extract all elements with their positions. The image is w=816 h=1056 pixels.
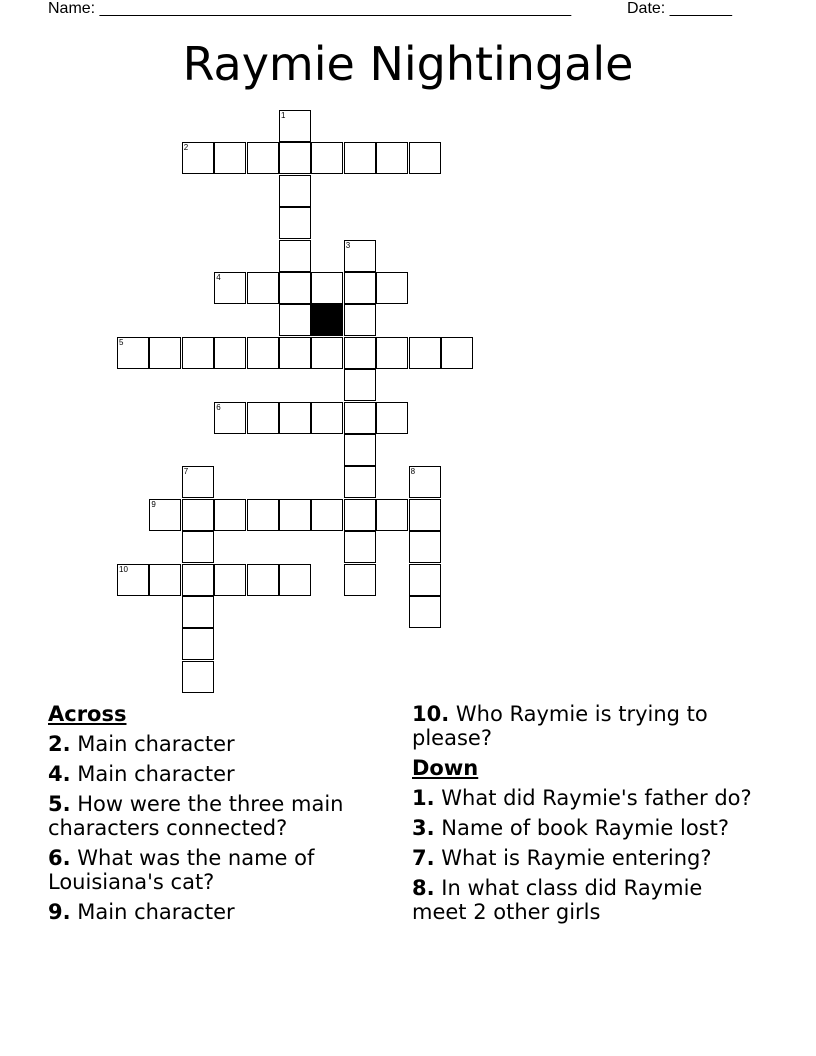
grid-cell[interactable] <box>279 142 311 174</box>
grid-cell[interactable] <box>311 337 343 369</box>
clue-number: 9. <box>48 900 71 924</box>
grid-cell[interactable] <box>376 499 408 531</box>
clue-text: How were the three main characters connected? <box>48 792 344 840</box>
clue-item <box>48 762 393 786</box>
grid-cell[interactable] <box>247 272 279 304</box>
grid-cell[interactable] <box>409 596 441 628</box>
grid-cell[interactable] <box>182 596 214 628</box>
grid-cell[interactable] <box>182 564 214 596</box>
grid-cell[interactable] <box>409 499 441 531</box>
clue-number: 6. <box>48 846 71 870</box>
grid-cell[interactable] <box>279 110 311 142</box>
grid-cell[interactable] <box>279 272 311 304</box>
clue-text: Who Raymie is trying to please? <box>412 702 708 750</box>
across-heading: Across <box>48 702 127 726</box>
clue-number-label: 8 <box>410 467 416 477</box>
clue-text: Main character <box>70 900 235 924</box>
grid-cell[interactable] <box>247 499 279 531</box>
clues-left-column <box>48 702 393 930</box>
clue-text: Main character <box>70 732 235 756</box>
clue-number: 10. <box>412 702 450 726</box>
clue-number-label: 1 <box>281 111 286 120</box>
grid-cell[interactable] <box>214 142 246 174</box>
grid-cell[interactable] <box>182 499 214 531</box>
grid-cell[interactable] <box>409 466 441 498</box>
grid-cell[interactable] <box>279 207 311 239</box>
grid-cell[interactable] <box>279 175 311 207</box>
clue-number-label: 3 <box>345 240 351 250</box>
clue-number-label: 7 <box>183 467 189 477</box>
clue-item <box>412 876 757 924</box>
grid-cell[interactable] <box>409 564 441 596</box>
clue-item <box>48 846 393 894</box>
grid-cell[interactable] <box>214 564 246 596</box>
grid-cell[interactable] <box>344 272 376 304</box>
grid-cell[interactable] <box>344 240 376 272</box>
grid-cell[interactable] <box>214 499 246 531</box>
grid-cell[interactable] <box>149 337 181 369</box>
clues-right-column <box>412 702 757 930</box>
clue-text: In what class did Raymie meet 2 other girls <box>412 876 703 924</box>
grid-cell[interactable] <box>344 531 376 563</box>
grid-cell[interactable] <box>214 337 246 369</box>
grid-cell[interactable] <box>279 337 311 369</box>
date-field: Date: _______ <box>627 0 732 17</box>
grid-cell[interactable] <box>311 499 343 531</box>
grid-cell[interactable] <box>182 628 214 660</box>
clue-number: 3. <box>412 816 435 840</box>
across-clue-list-continued <box>412 702 757 750</box>
clue-item <box>48 792 393 840</box>
clue-item <box>412 702 757 750</box>
clue-number-label: 10 <box>119 564 128 574</box>
grid-cell[interactable] <box>117 564 149 596</box>
down-heading: Down <box>412 756 479 780</box>
clue-number: 5. <box>48 792 71 816</box>
clue-text: Name of book Raymie lost? <box>434 816 729 840</box>
clue-item <box>48 900 393 924</box>
grid-cell[interactable] <box>344 369 376 401</box>
grid-cell[interactable] <box>376 402 408 434</box>
clue-item <box>412 846 757 870</box>
clue-number: 4. <box>48 762 71 786</box>
grid-cell[interactable] <box>279 402 311 434</box>
grid-cell[interactable] <box>344 402 376 434</box>
grid-cell[interactable] <box>344 142 376 174</box>
grid-cell[interactable] <box>344 434 376 466</box>
clue-number: 7. <box>412 846 435 870</box>
grid-cell[interactable] <box>311 402 343 434</box>
grid-cell[interactable] <box>247 402 279 434</box>
clue-text: What is Raymie entering? <box>434 846 712 870</box>
grid-block-cell <box>311 304 343 336</box>
grid-cell[interactable] <box>279 304 311 336</box>
across-clue-list <box>48 732 393 924</box>
clue-number-label: 5 <box>119 337 124 347</box>
clue-text: Main character <box>70 762 235 786</box>
grid-cell[interactable] <box>214 272 246 304</box>
clue-number: 2. <box>48 732 71 756</box>
clue-number-label: 4 <box>216 273 221 282</box>
grid-cell[interactable] <box>182 531 214 563</box>
grid-cell[interactable] <box>441 337 473 369</box>
grid-cell[interactable] <box>247 564 279 596</box>
page-title: Raymie Nightingale <box>182 37 634 91</box>
grid-cell[interactable] <box>279 499 311 531</box>
clue-text: What was the name of Louisiana's cat? <box>48 846 315 894</box>
clue-number: 8. <box>412 876 435 900</box>
grid-cell[interactable] <box>311 272 343 304</box>
grid-cell[interactable] <box>279 564 311 596</box>
grid-cell[interactable] <box>279 240 311 272</box>
clue-item <box>412 786 757 810</box>
grid-cell[interactable] <box>182 661 214 693</box>
clue-item <box>412 816 757 840</box>
grid-cell[interactable] <box>344 564 376 596</box>
grid-cell[interactable] <box>344 466 376 498</box>
clue-number: 1. <box>412 786 435 810</box>
grid-cell[interactable] <box>149 499 181 531</box>
grid-cell[interactable] <box>344 337 376 369</box>
down-clue-list <box>412 786 757 924</box>
grid-cell[interactable] <box>409 531 441 563</box>
clue-number-label: 6 <box>216 402 221 412</box>
grid-cell[interactable] <box>247 337 279 369</box>
grid-cell[interactable] <box>344 304 376 336</box>
grid-cell[interactable] <box>376 337 408 369</box>
clue-number-label: 9 <box>151 499 156 509</box>
grid-cell[interactable] <box>149 564 181 596</box>
grid-cell[interactable] <box>376 272 408 304</box>
clue-text: What did Raymie's father do? <box>434 786 752 810</box>
clue-number-label: 2 <box>183 143 189 153</box>
grid-cell[interactable] <box>247 142 279 174</box>
grid-cell[interactable] <box>182 466 214 498</box>
grid-cell[interactable] <box>409 337 441 369</box>
clue-item <box>48 732 393 756</box>
grid-cell[interactable] <box>311 142 343 174</box>
grid-cell[interactable] <box>344 499 376 531</box>
grid-cell[interactable] <box>182 142 214 174</box>
grid-cell[interactable] <box>182 337 214 369</box>
grid-cell[interactable] <box>117 337 149 369</box>
grid-cell[interactable] <box>409 142 441 174</box>
grid-cell[interactable] <box>214 402 246 434</box>
name-field: Name: _____________________________________________________ <box>48 0 572 17</box>
grid-cell[interactable] <box>376 142 408 174</box>
